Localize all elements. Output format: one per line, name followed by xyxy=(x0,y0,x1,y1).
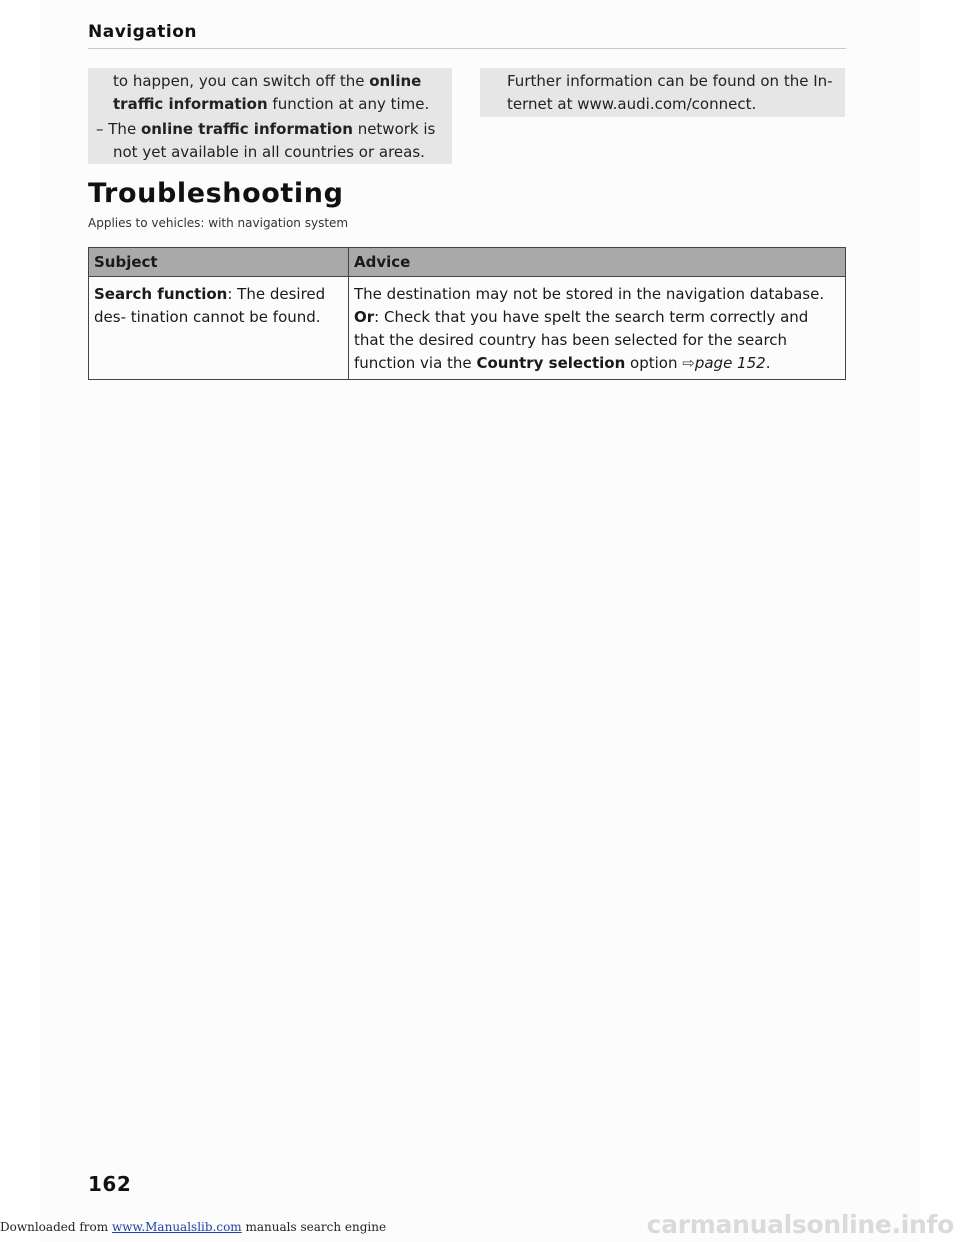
note-left-line-4: not yet available in all countries or areas. xyxy=(113,143,425,161)
table-row xyxy=(89,277,846,380)
note-right-line-2: ternet at www.audi.com/connect. xyxy=(507,95,757,113)
watermark: carmanualsonline.info xyxy=(646,1210,954,1239)
column-header-advice: Advice xyxy=(349,248,846,277)
note-right-line-1: Further information can be found on the In- xyxy=(507,72,833,90)
troubleshooting-table xyxy=(88,247,846,380)
download-footer: Downloaded from www.Manualslib.com manuals search engine xyxy=(0,1220,387,1234)
section-header: Navigation xyxy=(88,22,846,49)
note-box-right xyxy=(480,68,845,117)
table-header-row xyxy=(89,248,846,277)
arrow-right-icon: ⇨ xyxy=(682,354,695,372)
page-number: 162 xyxy=(88,1172,132,1196)
manualslib-link[interactable]: www.Manualslib.com xyxy=(111,1220,242,1234)
note-box-left xyxy=(88,68,452,164)
note-left-line-2: traffic information function at any time. xyxy=(113,95,430,113)
advice-cell: The destination may not be stored in the navigation database. Or: Check that you have spelt the search term correctly and that the desired country has been selected for the search function via the Country selection option ⇨page 152. xyxy=(349,277,846,380)
page-title: Troubleshooting xyxy=(88,178,344,209)
subject-cell: Search function: The desired des- tination cannot be found. xyxy=(89,277,349,380)
applies-to-note: Applies to vehicles: with navigation system xyxy=(88,216,349,230)
note-left-line-3: – The online traffic information network is xyxy=(96,120,436,138)
column-header-subject: Subject xyxy=(89,248,349,277)
note-left-line-1: to happen, you can switch off the online xyxy=(113,72,422,90)
page-reference-link[interactable]: page 152 xyxy=(694,354,766,372)
